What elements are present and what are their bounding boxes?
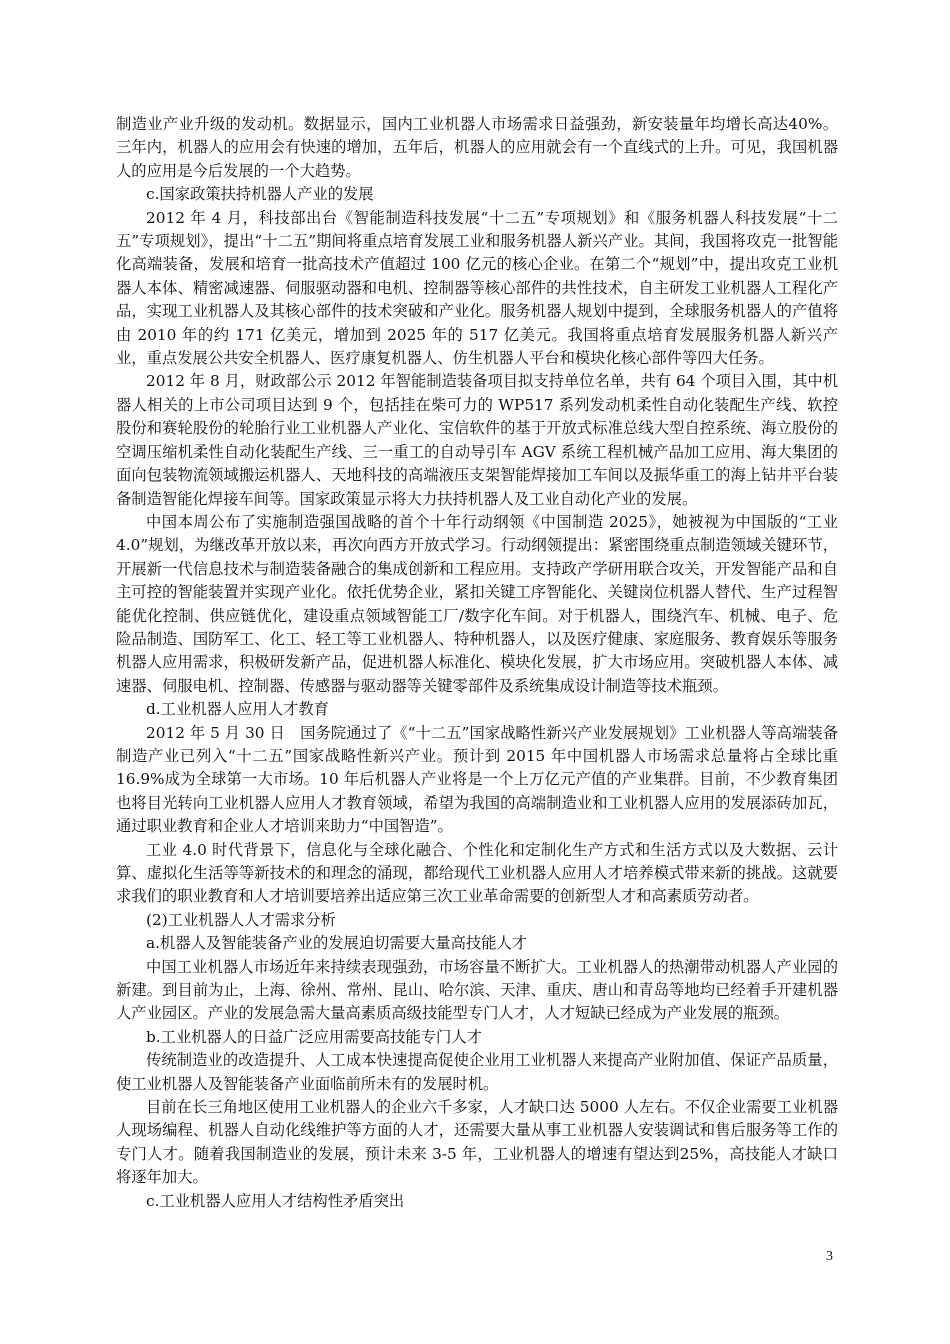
paragraph: 2012 年 4 月，科技部出台《智能制造科技发展“十二五”专项规划》和《服务机器人科技发展“十二五”专项规划》，提出“十二五”期间将重点培育发展工业和服务机器人新兴产业。其间，我国将攻克一批智能化高端装备，发展和培育一批高技术产值超过 100 亿元的核心企业。在第二个“规划”中，提出攻克工业机器人本体、精密减速器、伺服驱动器和电机、控制器等核心部件的共性技术，自主研发工业机器人工程化产品，实现工业机器人及其核心部件的技术突破和产业化。服务机器人规划中提到，全球服务机器人的产值将由 2010 年的约 171 亿美元，增加到 2025 年的 517 亿美元。我国将重点培育发展服务机器人新兴产业，重点发展公共安全机器人、医疗康复机器人、仿生机器人平台和模块化核心部件等四大任务。 — [116, 208, 838, 368]
section-heading: a.机器人及智能装备产业的发展迫切需要大量高技能人才 — [146, 934, 528, 953]
paragraph: 工业 4.0 时代背景下，信息化与全球化融合、个性化和定制化生产方式和生活方式以及大数据、云计算、虚拟化生活等等新技术的和理念的涌现，都给现代工业机器人应用人才培养模式带来新的挑战。这就要求我们的职业教育和人才培训要培养出适应第三次工业革命需要的创新型人才和高素质劳动者。 — [116, 840, 838, 906]
section-heading: d.工业机器人应用人才教育 — [146, 700, 329, 719]
page-number: 3 — [826, 1249, 833, 1264]
section-heading: c.国家政策扶持机器人产业的发展 — [146, 185, 374, 204]
paragraph: 中国工业机器人市场近年来持续表现强劲，市场容量不断扩大。工业机器人的热潮带动机器人产业园的新建。到目前为止，上海、徐州、常州、昆山、哈尔滨、天津、重庆、唐山和青岛等地均已经着手开建机器人产业园区。产业的发展急需大量高素质高级技能型专门人才，人才短缺已经成为产业发展的瓶颈。 — [116, 957, 838, 1023]
paragraph: 2012 年 8 月，财政部公示 2012 年智能制造装备项目拟支持单位名单，共有 64 个项目入围，其中机器人相关的上市公司项目达到 9 个，包括挂在柴可力的 WP517 系列发动机柔性自动化装配生产线、软控股份和赛轮股份的轮胎行业工业机器人产业化、宝信软件的基于开放式标准总线大型自控系统、海立股份的空调压缩机柔性自动化装配生产线、三一重工的自动导引车 AGV 系统工程机械产品加工应用、海大集团的面向包装物流领域搬运机器人、天地科技的高端液压支架智能焊接加工车间以及振华重工的海上钻井平台装备制造智能化焊接车间等。国家政策显示将大力扶持机器人及工业自动化产业的发展。 — [116, 372, 838, 508]
document-body — [116, 113, 838, 1213]
paragraph: 2012 年 5 月 30 日 国务院通过了《“十二五”国家战略性新兴产业发展规划》工业机器人等高端装备制造产业已列入“十二五”国家战略性新兴产业。预计到 2015 年中国机器人市场需求总量将占全球比重 16.9%成为全球第一大市场。10 年后机器人产业将是一个上万亿元产值的产业集群。目前，不少教育集团也将目光转向工业机器人应用人才教育领域，希望为我国的高端制造业和工业机器人应用的发展添砖加瓦，通过职业教育和企业人才培训来助力“中国智造”。 — [116, 723, 838, 836]
section-heading: (2)工业机器人人才需求分析 — [146, 910, 336, 929]
paragraph: 传统制造业的改造提升、人工成本快速提高促使企业用工业机器人来提高产业附加值、保证产品质量，使工业机器人及智能装备产业面临前所未有的发展时机。 — [116, 1051, 838, 1093]
section-heading: c.工业机器人应用人才结构性矛盾突出 — [146, 1191, 405, 1210]
section-heading: b.工业机器人的日益广泛应用需要高技能专门人才 — [146, 1027, 482, 1046]
paragraph: 中国本周公布了实施制造强国战略的首个十年行动纲领《中国制造 2025》，她被视为中国版的“工业 4.0”规划，为继改革开放以来，再次向西方开放式学习。行动纲领提出：紧密围绕重点制造领域关键环节，开展新一代信息技术与制造装备融合的集成创新和工程应用。支持政产学研用联合攻关，开发智能产品和自主可控的智能装置并实现产业化。依托优势企业，紧扣关键工序智能化、关键岗位机器人替代、生产过程智能优化控制、供应链优化，建设重点领域智能工厂/数字化车间。对于机器人，围绕汽车、机械、电子、危险品制造、国防军工、化工、轻工等工业机器人、特种机器人，以及医疗健康、家庭服务、教育娱乐等服务机器人应用需求，积极研发新产品，促进机器人标准化、模块化发展，扩大市场应用。突破机器人本体、减速器、伺服电机、控制器、传感器与驱动器等关键零部件及系统集成设计制造等技术瓶颈。 — [116, 512, 838, 695]
paragraph: 制造业产业升级的发动机。数据显示，国内工业机器人市场需求日益强劲，新安装量年均增长高达40%。三年内，机器人的应用会有快速的增加，五年后，机器人的应用就会有一个直线式的上升。可见，我国机器人的应用是今后发展的一个大趋势。 — [116, 115, 838, 180]
paragraph: 目前在长三角地区使用工业机器人的企业六千多家，人才缺口达 5000 人左右。不仅企业需要工业机器人现场编程、机器人自动化线维护等方面的人才，还需要大量从事工业机器人安装调试和售后服务等工作的专门人才。随着我国制造业的发展，预计未来 3-5 年，工业机器人的增速有望达到25%，高技能人才缺口将逐年加大。 — [116, 1098, 838, 1187]
